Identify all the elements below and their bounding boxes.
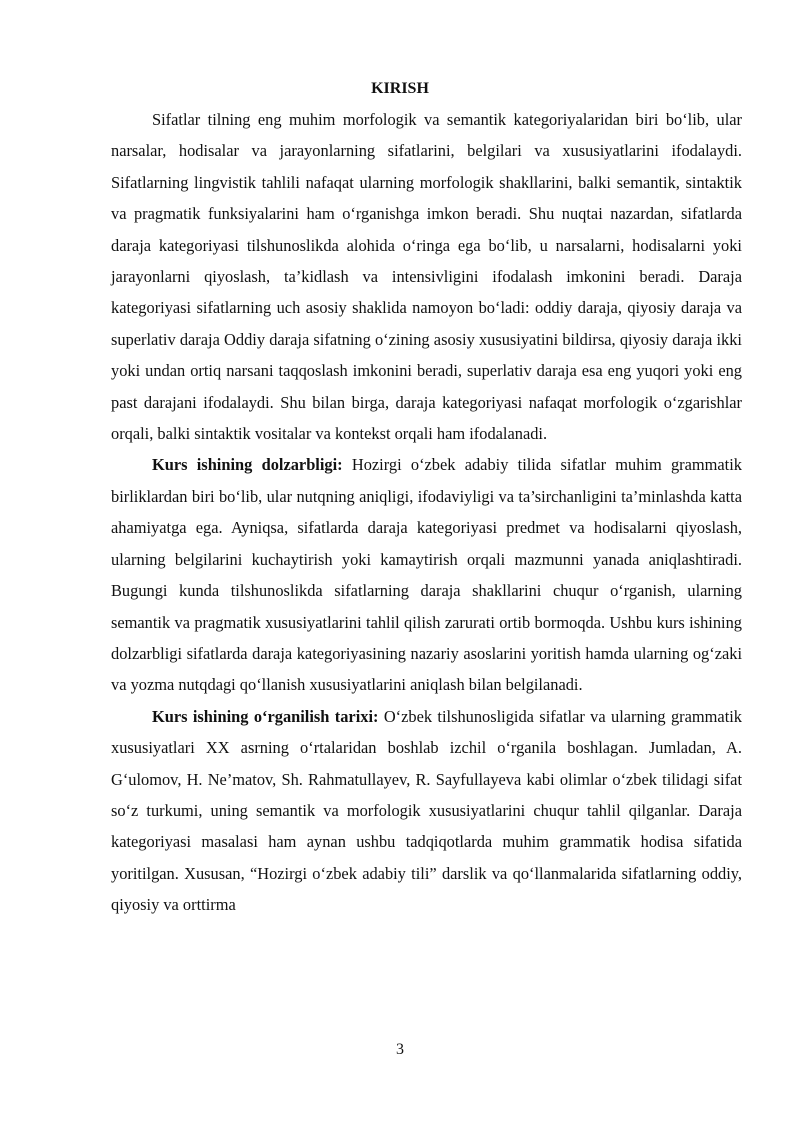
history-paragraph xyxy=(111,701,742,921)
section-heading: KIRISH xyxy=(371,80,429,97)
paragraph-text: Hozirgi o‘zbek adabiy tilida sifatlar muhim grammatik birliklardan biri bo‘lib, ular nutqning aniqligi, ifodaviyligi va ta’sirchanligini ta’minlashda katta ahamiyatga ega. Ayniqsa, sifatlarda daraja kategoriyasi predmet va hodisalarni qiyoslash, ularning belgilarini kuchaytirish yoki kamaytirish orqali mazmunni yanada aniqlashtiradi. Bugungi kunda tilshunoslikda sifatlarning daraja shakllarini chuqur o‘rganish, ularning semantik va pragmatik xususiyatlarini tahlil qilish zarurati ortib bormoqda. Ushbu kurs ishining dolzarbligi sifatlarda daraja kategoriyasining nazariy asoslarini yoritish hamda ularning og‘zaki va yozma nutqdagi qo‘llanish xususiyatlarini aniqlash bilan belgilanadi. xyxy=(111,455,742,695)
page-number: 3 xyxy=(396,1041,404,1058)
body-text xyxy=(111,104,742,921)
relevance-paragraph xyxy=(111,449,742,700)
paragraph-lead: Kurs ishining o‘rganilish tarixi: xyxy=(152,706,379,726)
intro-paragraph xyxy=(111,104,742,449)
paragraph-lead: Kurs ishining dolzarbligi: xyxy=(152,455,343,475)
paragraph-text: O‘zbek tilshunosligida sifatlar va ularning grammatik xususiyatlari XX asrning o‘rtalaridan boshlab izchil o‘rganila boshlagan. Jumladan, A. G‘ulomov, H. Ne’matov, Sh. Rahmatullayev, R. Sayfullayeva kabi olimlar o‘zbek tilidagi sifat so‘z turkumi, uning semantik va morfologik xususiyatlarini chuqur tahlil qilganlar. Daraja kategoriyasi masalasi ham aynan ushbu tadqiqotlarda muhim grammatik hodisa sifatida yoritilgan. Xususan, “Hozirgi o‘zbek adabiy tili” darslik va qo‘llanmalarida sifatlarning oddiy, qiyosiy va orttirma xyxy=(111,706,742,915)
paragraph-text: Sifatlar tilning eng muhim morfologik va semantik kategoriyalaridan biri bo‘lib, ular narsalar, hodisalar va jarayonlarning sifatlarini, belgilari va xususiyatlarini ifodalaydi. Sifatlarning lingvistik tahlili nafaqat ularning morfologik shakllarini, balki semantik, sintaktik va pragmatik funksiyalarini ham o‘rganishga imkon beradi. Shu nuqtai nazardan, sifatlarda daraja kategoriyasi tilshunoslikda alohida o‘ringa ega bo‘lib, u narsalarni, hodisalarni yoki jarayonlarni qiyoslash, ta’kidlash va intensivligini ifodalash imkonini beradi. Daraja kategoriyasi sifatlarning uch asosiy shaklida namoyon bo‘ladi: oddiy daraja, qiyosiy daraja va superlativ daraja Oddiy daraja sifatning o‘zining asosiy xususiyatini bildirsa, qiyosiy daraja ikki yoki undan ortiq narsani taqqoslash imkonini beradi, superlativ daraja esa eng yuqori yoki eng past darajani ifodalaydi. Shu bilan birga, daraja kategoriyasi nafaqat morfologik o‘zgarishlar orqali, balki sintaktik vositalar va kontekst orqali ham ifodalanadi. xyxy=(111,110,742,444)
